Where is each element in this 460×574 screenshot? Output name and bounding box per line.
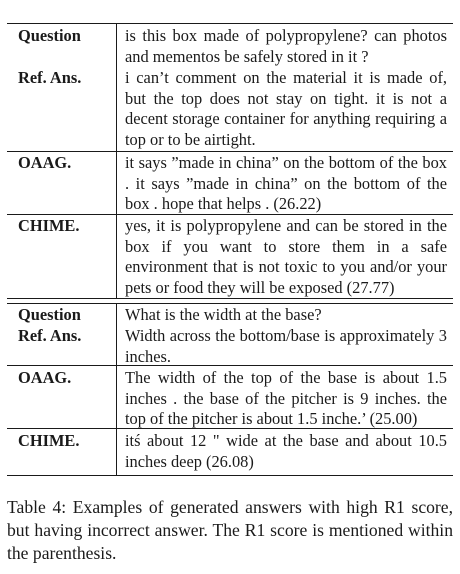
- row-label-chime: CHIME.: [18, 431, 80, 450]
- examples-table: [7, 23, 453, 476]
- table-caption: Table 4: Examples of generated answers with high R1 score, but having incorrect answer. The R1 score is mentioned within the parenthesis.: [7, 497, 453, 564]
- chime-answer-text: yes, it is polypropylene and can be stored in the box if you want to store them in a safe environment that is not toxic to you and/or your pets or food they will be exposed (27.77): [125, 216, 447, 297]
- oaag-answer-text: The width of the top of the base is about 1.5 inches . the base of the pitcher is 9 inches. the top of the pitcher is about 1.5 inche.’ (25.00): [125, 368, 447, 429]
- oaag-answer-text: it says ”made in china” on the bottom of the box . it says ”made in china” on the bottom of the box . hope that helps . (26.22): [125, 153, 447, 214]
- row-label-oaag: OAAG.: [18, 368, 72, 387]
- ref-answer-text: i can’t comment on the material it is made of, but the top does not stay on tight. it is not a decent storage container for anything requiring a top or to be airtight.: [125, 68, 447, 149]
- row-label-question: Question: [18, 26, 81, 45]
- row-label-oaag: OAAG.: [18, 153, 72, 172]
- block-divider-double: [7, 303, 453, 304]
- column-divider: [116, 23, 117, 298]
- row-divider: [7, 151, 453, 152]
- row-label-chime: CHIME.: [18, 216, 80, 235]
- question-text: is this box made of polypropylene? can photos and mementos be safely stored in it ?: [125, 26, 447, 66]
- row-label-ref-answer: Ref. Ans.: [18, 326, 82, 345]
- ref-answer-text: Width across the bottom/base is approximately 3 inches.: [125, 326, 447, 366]
- table-top-rule: [7, 23, 453, 24]
- question-text: What is the width at the base?: [125, 305, 322, 324]
- row-label-question: Question: [18, 305, 81, 324]
- row-label-ref-answer: Ref. Ans.: [18, 68, 82, 87]
- column-divider: [116, 303, 117, 476]
- chime-answer-text: itś about 12 " wide at the base and about 10.5 inches deep (26.08): [125, 431, 447, 471]
- table-bottom-rule: [7, 475, 453, 476]
